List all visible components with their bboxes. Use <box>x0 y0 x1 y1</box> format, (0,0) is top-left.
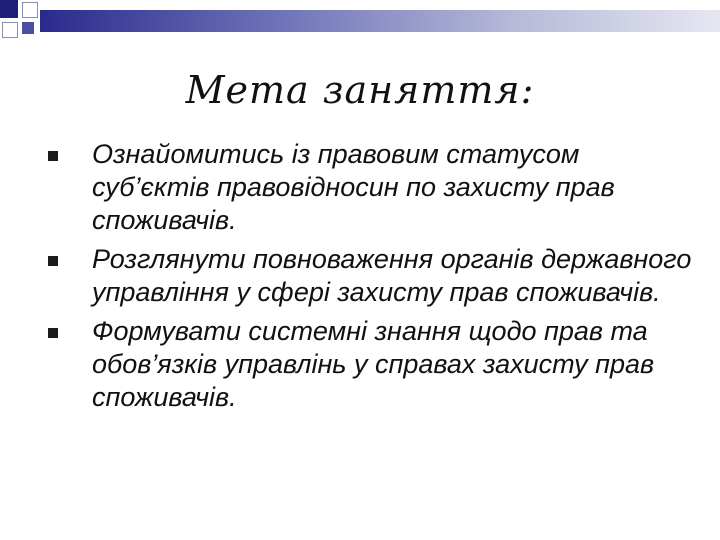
header-gradient-bar <box>40 10 720 32</box>
corner-square-outline <box>2 22 18 38</box>
corner-square-medium <box>22 22 34 34</box>
bullet-list <box>40 138 700 420</box>
bullet-item <box>40 138 700 237</box>
square-bullet-icon <box>48 151 58 161</box>
bullet-text: Формувати системні знання щодо прав та обов’язків управлінь у справах захисту прав споживачів. <box>92 315 655 412</box>
corner-square-outline <box>22 2 38 18</box>
corner-square-dark <box>0 0 18 18</box>
square-bullet-icon <box>48 328 58 338</box>
bullet-item <box>40 243 700 309</box>
bullet-text: Ознайомитись із правовим статусом суб’єктів правовідносин по захисту прав споживачів. <box>92 139 615 235</box>
square-bullet-icon <box>48 256 58 266</box>
bullet-text: Розглянути повноваження органів державного управління у сфері захисту прав споживачів. <box>92 243 692 307</box>
bullet-item <box>40 315 700 414</box>
slide-title: Мета заняття: <box>185 68 535 112</box>
